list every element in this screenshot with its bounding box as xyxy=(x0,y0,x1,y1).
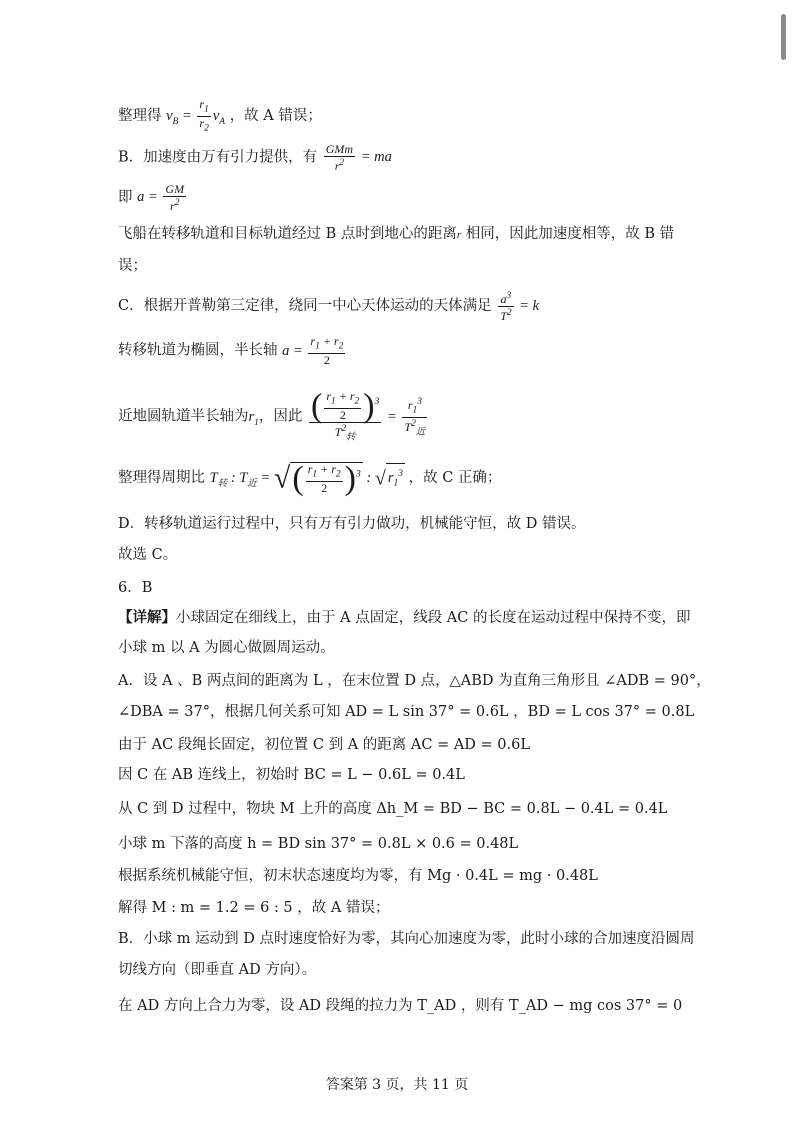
text-line-9: 整理得周期比 $T_转$ : $T_近$ = √( $\frac{r_1 + r_2}{2}$ )$^3$ : √ $r_1^3$ ，故 C 正确； xyxy=(118,460,502,498)
text-line-21: 根据系统机械能守恒，初末状态速度均为零，有 Mg · 0.4L = mg · 0.48L xyxy=(118,868,598,884)
text-line-24: 切线方向（即垂直 AD 方向）。 xyxy=(118,962,317,978)
text-line-8: 近地圆轨道半长轴为$r_1$，因此 ( $\frac{r_1 + r_2}{2}$ )$^3$ $T^2_转$ = $\frac{r_1^3}{T^2_近}$ xyxy=(118,390,429,445)
text-line-15: A．设 A 、B 两点间的距离为 L ，在末位置 D 点，△ABD 为直角三角形且 ∠ADB = 90°， xyxy=(118,673,711,689)
text-line-18: 因 C 在 AB 连线上，初始时 BC = L − 0.6L = 0.4L xyxy=(118,767,465,783)
formula-period-ratio-2: $T_转$ : $T_近$ = √( $\frac{r_1 + r_2}{2}$ )$^3$ : √ $r_1^3$ xyxy=(209,460,403,498)
scrollbar[interactable] xyxy=(781,14,786,60)
page-footer: 答案第 3 页，共 11 页 xyxy=(325,1077,469,1093)
text-line-5: 误； xyxy=(118,258,147,274)
text-line-4: 飞船在转移轨道和目标轨道经过 B 点时到地心的距离r 相同，因此加速度相等，故 B 错 xyxy=(118,226,675,242)
text-line-25: 在 AD 方向上合力为零，设 AD 段绳的拉力为 T_AD ，则有 T_AD − mg cos 37° = 0 xyxy=(118,998,683,1014)
text-line-14: 小球 m 以 A 为圆心做圆周运动。 xyxy=(118,640,335,656)
text-line-16: ∠DBA = 37°，根据几何关系可知 AD = L sin 37° = 0.6L ，BD = L cos 37° = 0.8L xyxy=(118,704,695,720)
text-line-13: 【详解】小球固定在细线上，由于 A 点固定，线段 AC 的长度在运动过程中保持不变，即 xyxy=(118,609,691,626)
formula-vb: $v_B$ = $\frac{r_1}{r_2}$ $v_A$ xyxy=(166,97,226,134)
formula-kepler: $\frac{a^3}{T^2}$ = k xyxy=(500,291,540,323)
text-line-1: 整理得 $v_B$ = $\frac{r_1}{r_2}$ $v_A$ ，故 A 错误； xyxy=(118,97,322,134)
formula-accel: a = $\frac{GM}{r^2}$ xyxy=(137,182,185,213)
text-line-19: 从 C 到 D 过程中，物块 M 上升的高度 Δh_M = BD − BC = 0.8L − 0.4L = 0.4L xyxy=(118,801,668,817)
text-line-10: D．转移轨道运行过程中，只有万有引力做功，机械能守恒，故 D 错误。 xyxy=(118,516,586,532)
text-line-6: C．根据开普勒第三定律，绕同一中心天体运动的天体满足 $\frac{a^3}{T^2}$ = k xyxy=(118,291,540,323)
text-line-23: B．小球 m 运动到 D 点时速度恰好为零，其向心加速度为零，此时小球的合加速度沿圆周 xyxy=(118,931,695,947)
text-line-11: 故选 C。 xyxy=(118,547,178,563)
question-number: 6．B xyxy=(118,580,153,596)
detail-tag: 【详解】 xyxy=(118,609,176,626)
formula-period-ratio-1: ( $\frac{r_1 + r_2}{2}$ )$^3$ $T^2_转$ = $\frac{r_1^3}{T^2_近}$ xyxy=(311,387,426,443)
text-line-20: 小球 m 下落的高度 h = BD sin 37° = 0.8L × 0.6 = 0.48L xyxy=(118,836,519,852)
formula-gravity: $\frac{\text{GMm}}{r^2}$ = ma xyxy=(325,142,392,173)
text-line-17: 由于 AC 段绳长固定，初位置 C 到 A 的距离 AC = AD = 0.6L xyxy=(118,737,530,753)
text-line-22: 解得 M : m = 1.2 = 6 : 5 ，故 A 错误； xyxy=(118,900,390,916)
text-line-2: B．加速度由万有引力提供，有 $\frac{\text{GMm}}{r^2}$ = ma xyxy=(118,142,392,173)
text-line-7: 转移轨道为椭圆，半长轴 a = $\frac{r_1 + r_2}{2}$ xyxy=(118,335,347,367)
formula-semi-major: a = $\frac{r_1 + r_2}{2}$ xyxy=(282,334,344,368)
text-line-3: 即 a = $\frac{GM}{r^2}$ xyxy=(118,183,188,213)
